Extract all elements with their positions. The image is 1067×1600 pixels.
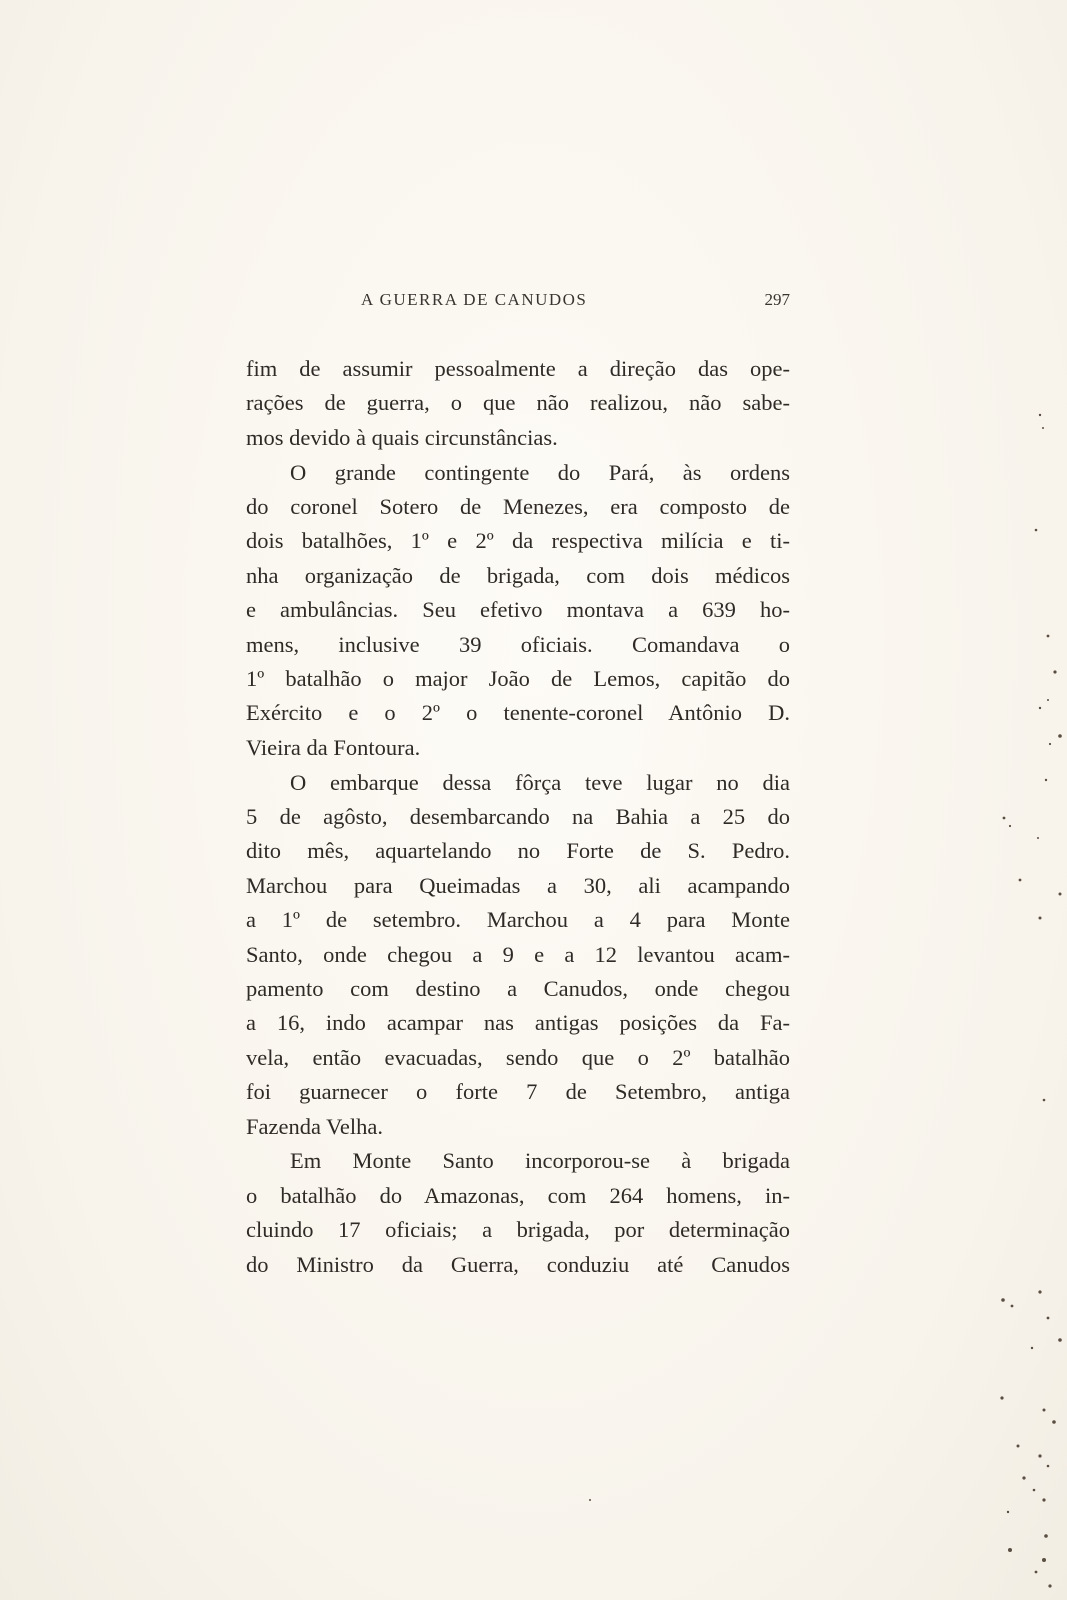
- text-line: foi guarnecer o forte 7 de Setembro, antiga: [246, 1079, 790, 1105]
- text-line: fim de assumir pessoalmente a direção das ope-: [246, 356, 790, 381]
- text-line: pamento com destino a Canudos, onde chegou: [246, 976, 790, 1002]
- paragraph-1: [246, 352, 790, 455]
- text-line: Marchou para Queimadas a 30, ali acampando: [246, 872, 790, 898]
- running-head: [246, 290, 790, 314]
- text-line: rações de guerra, o que não realizou, não sabe-: [246, 390, 790, 416]
- text-line: do coronel Sotero de Menezes, era composto de: [246, 494, 790, 520]
- paragraph-4: [246, 1144, 790, 1282]
- paragraph-2: [246, 456, 790, 766]
- text-line: do Ministro da Guerra, conduziu até Canudos: [246, 1251, 790, 1277]
- text-line: mens, inclusive 39 oficiais. Comandava o: [246, 631, 790, 657]
- text-line: dito mês, aquartelando no Forte de S. Pedro.: [246, 838, 790, 864]
- text-line: 5 de agôsto, desembarcando na Bahia a 25 do: [246, 804, 790, 830]
- text-line: Exército e o 2º o tenente-coronel Antônio D.: [246, 700, 790, 726]
- text-line: nha organização de brigada, com dois médicos: [246, 562, 790, 588]
- text-line: a 1º de setembro. Marchou a 4 para Monte: [246, 907, 790, 933]
- text-line: a 16, indo acampar nas antigas posições da Fa-: [246, 1010, 790, 1036]
- text-line: Santo, onde chegou a 9 e a 12 levantou acam-: [246, 941, 790, 967]
- page-number: 297: [764, 290, 790, 309]
- paragraph-3: [246, 766, 790, 1144]
- text-line: o batalhão do Amazonas, com 264 homens, in-: [246, 1182, 790, 1208]
- text-line: Em Monte Santo incorporou-se à brigada: [290, 1148, 790, 1174]
- text-line: Fazenda Velha.: [246, 1113, 384, 1139]
- text-line: vela, então evacuadas, sendo que o 2º batalhão: [246, 1044, 790, 1070]
- text-line: Vieira da Fontoura.: [246, 734, 421, 760]
- body-text: [246, 352, 790, 1282]
- text-line: O grande contingente do Pará, às ordens: [290, 459, 790, 485]
- text-line: 1º batalhão o major João de Lemos, capitão do: [246, 666, 790, 692]
- text-line: cluindo 17 oficiais; a brigada, por determinação: [246, 1217, 790, 1243]
- text-line: O embarque dessa fôrça teve lugar no dia: [290, 769, 790, 795]
- text-line: e ambulâncias. Seu efetivo montava a 639 ho-: [246, 597, 790, 623]
- running-title: A GUERRA DE CANUDOS: [361, 290, 588, 309]
- text-line: mos devido à quais circunstâncias.: [246, 424, 558, 450]
- text-line: dois batalhões, 1º e 2º da respectiva milícia e ti-: [246, 528, 790, 554]
